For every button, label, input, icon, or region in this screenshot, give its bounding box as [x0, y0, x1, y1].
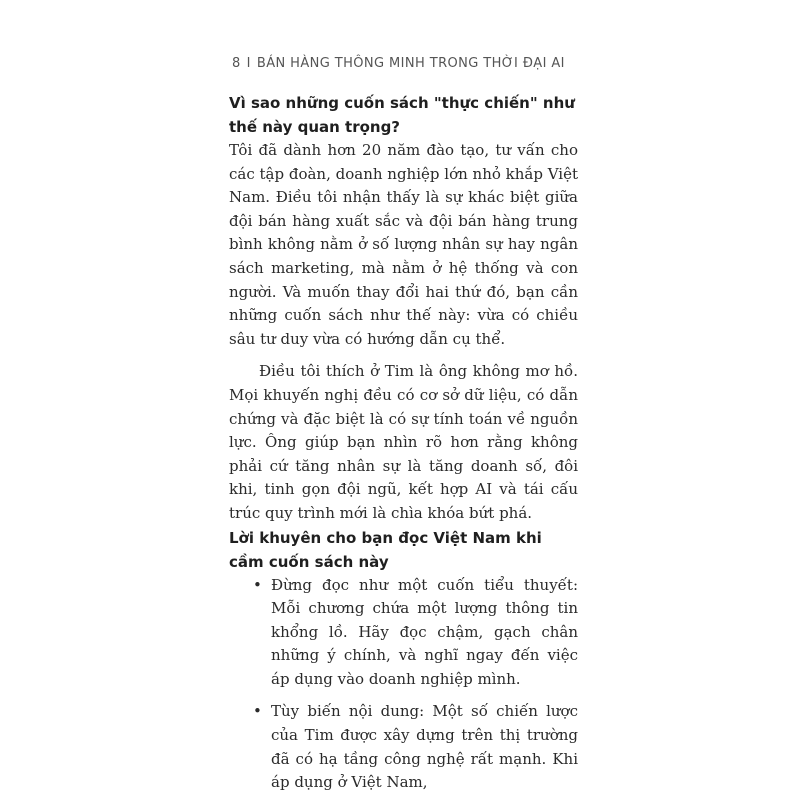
- page-content: [229, 91, 578, 795]
- list-item-text: Đừng đọc như một cuốn tiểu thuyết: Mỗi chương chứa một lượng thông tin khổng lồ. Hãy đọc chậm, gạch chân những ý chính, và nghĩ ngay đến việc áp dụng vào doanh nghiệp mình.: [271, 575, 578, 688]
- section-heading-why-practical-books: Vì sao những cuốn sách "thực chiến" như thế này quan trọng?: [229, 94, 575, 136]
- page-number: 8: [232, 56, 241, 71]
- body-paragraph: Tôi đã dành hơn 20 năm đào tạo, tư vấn cho các tập đoàn, doanh nghiệp lớn nhỏ khắp Việt Nam. Điều tôi nhận thấy là sự khác biệt giữa đội bán hàng xuất sắc và đội bán hàng trung bình không nằm ở số lượng nhân sự hay ngân sách marketing, mà nằm ở hệ thống và con người. Và muốn thay đổi hai thứ đó, bạn cần những cuốn sách như thế này: vừa có chiều sâu tư duy vừa có hướng dẫn cụ thể.: [229, 141, 578, 348]
- bullet-icon: •: [253, 575, 262, 594]
- book-title: BÁN HÀNG THÔNG MINH TRONG THỜI ĐẠI AI: [256, 56, 565, 71]
- bullet-icon: •: [253, 702, 262, 721]
- advice-list: [229, 574, 578, 795]
- header-separator: I: [246, 56, 251, 71]
- list-item: [229, 574, 578, 692]
- list-item-text: Tùy biến nội dung: Một số chiến lược của Tim được xây dựng trên thị trường đã có hạ tầng công nghệ rất mạnh. Khi áp dụng ở Việt Nam,: [271, 702, 578, 792]
- running-header: [232, 56, 565, 71]
- body-paragraph: Điều tôi thích ở Tim là ông không mơ hồ. Mọi khuyến nghị đều có cơ sở dữ liệu, có dẫn chứng và đặc biệt là có sự tính toán về nguồn lực. Ông giúp bạn nhìn rõ hơn rằng không phải cứ tăng nhân sự là tăng doanh số, đôi khi, tinh gọn đội ngũ, kết hợp AI và tái cấu trúc quy trình mới là chìa khóa bứt phá.: [229, 362, 578, 522]
- list-item: [229, 700, 578, 794]
- section-heading-advice: Lời khuyên cho bạn đọc Việt Nam khi cầm cuốn sách này: [229, 528, 542, 571]
